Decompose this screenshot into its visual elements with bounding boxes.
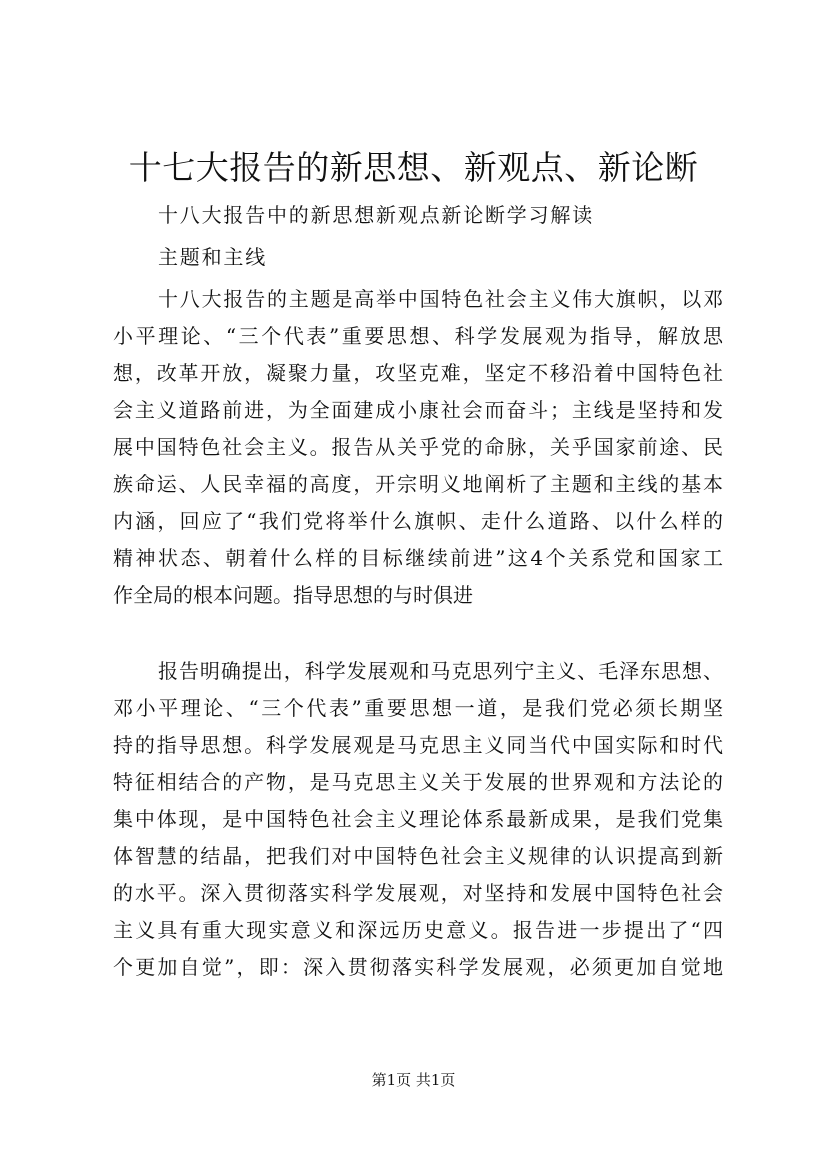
paragraph-line: 特征相结合的产物，是马克思主义关于发展的世界观和方法论的 bbox=[113, 770, 723, 794]
paragraph-line: 作全局的根本问题。指导思想的与时俱进 bbox=[113, 583, 473, 607]
paragraph-2 bbox=[113, 653, 723, 986]
paragraph-line: 族命运、人民幸福的高度，开宗明义地阐析了主题和主线的基本 bbox=[113, 472, 723, 496]
paragraph-line: 小平理论、“三个代表”重要思想、科学发展观为指导，解放思 bbox=[113, 324, 723, 348]
paragraph-line: 体智慧的结晶，把我们对中国特色社会主义规律的认识提高到新 bbox=[113, 844, 723, 868]
paragraph-1 bbox=[113, 281, 723, 614]
paragraph-line: 会主义道路前进，为全面建成小康社会而奋斗；主线是坚持和发 bbox=[113, 398, 723, 422]
section-heading: 主题和主线 bbox=[158, 245, 267, 269]
paragraph-line: 展中国特色社会主义。报告从关乎党的命脉，关乎国家前途、民 bbox=[113, 435, 723, 459]
paragraph-line: 个更加自觉”，即：深入贯彻落实科学发展观，必须更加自觉地 bbox=[113, 955, 723, 979]
page-number-footer: 第1页 共1页 bbox=[371, 1071, 456, 1089]
paragraph-line: 报告明确提出，科学发展观和马克思列宁主义、毛泽东思想、 bbox=[158, 659, 723, 683]
paragraph-line: 主义具有重大现实意义和深远历史意义。报告进一步提出了“四 bbox=[113, 918, 723, 942]
paragraph-line: 邓小平理论、“三个代表”重要思想一道，是我们党必须长期坚 bbox=[113, 696, 723, 720]
paragraph-line: 集中体现，是中国特色社会主义理论体系最新成果，是我们党集 bbox=[113, 807, 723, 831]
paragraph-line: 的水平。深入贯彻落实科学发展观，对坚持和发展中国特色社会 bbox=[113, 881, 723, 905]
paragraph-line: 持的指导思想。科学发展观是马克思主义同当代中国实际和时代 bbox=[113, 733, 723, 757]
paragraph-line: 精神状态、朝着什么样的目标继续前进”这4个关系党和国家工 bbox=[113, 546, 723, 570]
document-subtitle: 十八大报告中的新思想新观点新论断学习解读 bbox=[158, 203, 594, 227]
paragraph-line: 十八大报告的主题是高举中国特色社会主义伟大旗帜，以邓 bbox=[158, 287, 723, 311]
paragraph-line: 内涵，回应了“我们党将举什么旗帜、走什么道路、以什么样的 bbox=[113, 509, 723, 533]
document-title: 十七大报告的新思想、新观点、新论断 bbox=[128, 148, 699, 187]
paragraph-line: 想，改革开放，凝聚力量，攻坚克难，坚定不移沿着中国特色社 bbox=[113, 361, 723, 385]
